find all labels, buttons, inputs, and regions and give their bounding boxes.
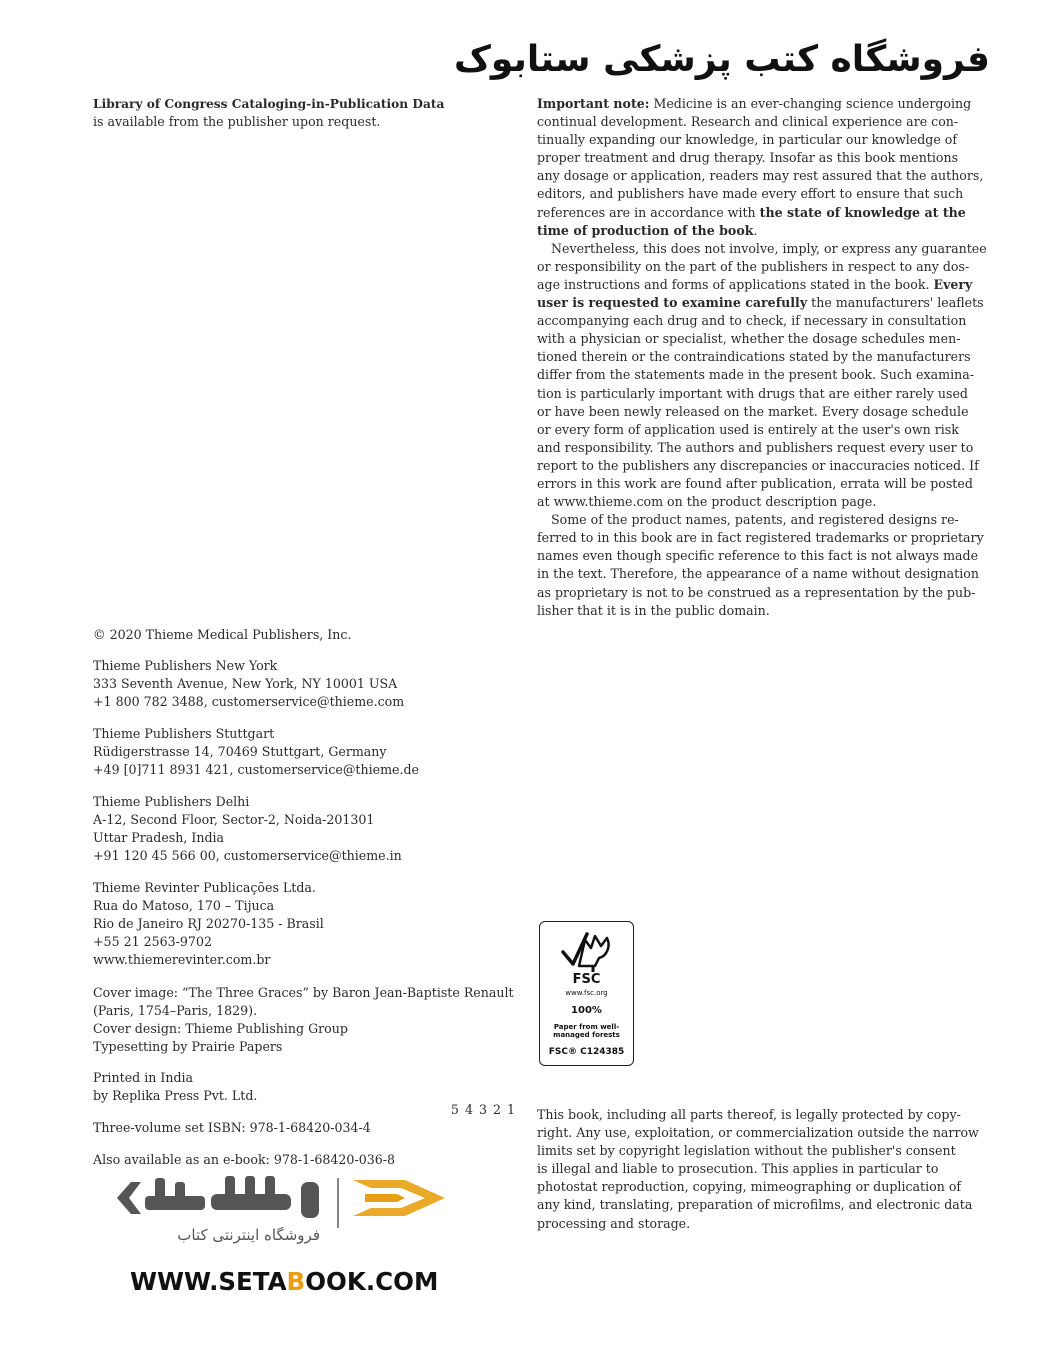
note-line: age instructions and forms of applications stated in the book. Every	[537, 276, 973, 292]
note-line: report to the publishers any discrepancies or inaccuracies noticed. If	[537, 457, 979, 473]
cip-block	[93, 95, 513, 131]
cip-title: Library of Congress Cataloging-in-Publication Data	[93, 97, 445, 111]
address-line: Thieme Publishers Delhi	[93, 794, 250, 809]
address-line: Thieme Publishers Stuttgart	[93, 726, 275, 741]
note-label: Important note:	[537, 96, 650, 111]
setabook-logo-icon	[115, 1168, 450, 1228]
fsc-site: www.fsc.org	[565, 989, 608, 997]
fsc-code: FSC® C124385	[548, 1047, 625, 1057]
note-line: or have been newly released on the market. Every dosage schedule	[537, 403, 969, 419]
address-line: +55 21 2563-9702	[93, 934, 212, 950]
note-line: proper treatment and drug therapy. Insofar as this book mentions	[537, 150, 959, 166]
note-line: lisher that it is in the public domain.	[537, 602, 770, 618]
note-line: Nevertheless, this does not involve, imply, or express any guarantee	[551, 240, 987, 256]
fsc-label	[539, 921, 634, 1066]
cip-text: is available from the publisher upon request.	[93, 114, 381, 130]
important-note	[537, 95, 987, 620]
legal-line: right. Any use, exploitation, or commercialization outside the narrow	[537, 1125, 979, 1141]
note-line: names even though specific reference to this fact is not always made	[537, 548, 979, 564]
cover-line: Typesetting by Prairie Papers	[93, 1039, 283, 1055]
note-line: or every form of application used is entirely at the user's own risk	[537, 421, 959, 437]
note-line: tion is particularly important with drugs that are either rarely used	[537, 385, 968, 401]
note-line: accompanying each drug and to check, if necessary in consultation	[537, 313, 967, 329]
legal-line: This book, including all parts thereof, is legally protected by copy-	[537, 1107, 961, 1122]
address-brazil	[93, 879, 513, 969]
address-line: 333 Seventh Avenue, New York, NY 10001 USA	[93, 676, 398, 692]
note-line: with a physician or specialist, whether the dosage schedules men-	[537, 331, 961, 347]
fsc-source: Paper from well-managed forests	[553, 1023, 620, 1039]
note-line: as proprietary is not to be construed as a representation by the pub-	[537, 584, 976, 600]
legal-notice	[537, 1106, 979, 1233]
fsc-name: FSC	[572, 972, 601, 987]
note-line: continual development. Research and clinical experience are con-	[537, 114, 959, 130]
legal-line: limits set by copyright legislation without the publisher's consent	[537, 1143, 956, 1159]
note-line: at www.thieme.com on the product description page.	[537, 494, 877, 510]
address-line: +91 120 45 566 00, customerservice@thieme.in	[93, 848, 402, 864]
printed-info	[93, 1069, 513, 1105]
note-line: ferred to in this book are in fact registered trademarks or proprietary	[537, 530, 984, 546]
legal-line: any kind, translating, preparation of microfilms, and electronic data	[537, 1197, 973, 1213]
address-line: www.thiemerevinter.com.br	[93, 952, 271, 968]
ebook-isbn: Also available as an e-book: 978-1-68420-036-8	[93, 1152, 396, 1167]
note-line: any dosage or application, readers may rest assured that the authors,	[537, 168, 984, 184]
note-line: time of production of the book.	[537, 222, 758, 238]
url-part: WWW.SETA	[130, 1267, 287, 1296]
print-run: 5 4 3 2 1	[450, 1102, 516, 1117]
isbn: Three-volume set ISBN: 978-1-68420-034-4	[93, 1120, 371, 1135]
address-stuttgart	[93, 725, 513, 779]
address-line: Uttar Pradesh, India	[93, 830, 225, 846]
note-line: user is requested to examine carefully the manufacturers' leaflets	[537, 295, 984, 311]
address-delhi	[93, 793, 513, 865]
note-line: and responsibility. The authors and publishers request every user to	[537, 439, 974, 455]
fsc-tree-check-icon	[557, 926, 617, 974]
copyright: © 2020 Thieme Medical Publishers, Inc.	[93, 627, 352, 642]
legal-line: is illegal and liable to prosecution. This applies in particular to	[537, 1161, 939, 1177]
address-new-york	[93, 657, 513, 711]
legal-line: processing and storage.	[537, 1215, 691, 1231]
note-line: in the text. Therefore, the appearance of a name without designation	[537, 566, 979, 582]
url-part: OOK.COM	[305, 1267, 439, 1296]
legal-line: photostat reproduction, copying, mimeographing or duplication of	[537, 1179, 962, 1195]
cover-line: (Paris, 1754–Paris, 1829).	[93, 1003, 258, 1019]
note-line: Some of the product names, patents, and registered designs re-	[551, 512, 959, 528]
note-line: tinually expanding our knowledge, in particular our knowledge of	[537, 132, 958, 148]
address-line: Thieme Revinter Publicações Ltda.	[93, 880, 316, 895]
note-line: errors in this work are found after publication, errata will be posted	[537, 475, 973, 491]
url-accent: B	[286, 1267, 306, 1296]
setabook-url[interactable]	[130, 1266, 460, 1298]
note-line: or responsibility on the part of the publishers in respect to any dos-	[537, 258, 970, 274]
fsc-percent: 100%	[571, 1005, 602, 1016]
address-line: A-12, Second Floor, Sector-2, Noida-201301	[93, 812, 375, 828]
note-line: tioned therein or the contraindications stated by the manufacturers	[537, 349, 971, 365]
address-line: Rua do Matoso, 170 – Tijuca	[93, 898, 275, 914]
cover-line: Cover design: Thieme Publishing Group	[93, 1021, 348, 1037]
address-line: Rüdigerstrasse 14, 70469 Stuttgart, Germany	[93, 744, 387, 760]
note-line: references are in accordance with the state of knowledge at the	[537, 204, 966, 220]
address-line: +1 800 782 3488, customerservice@thieme.com	[93, 694, 405, 710]
setabook-subtitle: فروشگاه اینترنتی کتاب	[177, 1226, 320, 1244]
address-line: +49 [0]711 8931 421, customerservice@thieme.de	[93, 762, 419, 778]
banner-title: فروشگاه کتب پزشکی ستابوک	[453, 39, 990, 80]
note-line: Important note: Medicine is an ever-changing science undergoing	[537, 96, 972, 111]
cover-line: Cover image: “The Three Graces” by Baron Jean-Baptiste Renault	[93, 985, 514, 1000]
address-line: Thieme Publishers New York	[93, 658, 278, 673]
cover-credits	[93, 984, 513, 1056]
printed-line: Printed in India	[93, 1070, 194, 1085]
printed-line: by Replika Press Pvt. Ltd.	[93, 1088, 258, 1104]
note-line: differ from the statements made in the present book. Such examina-	[537, 367, 974, 383]
note-line: editors, and publishers have made every effort to ensure that such	[537, 186, 964, 202]
address-line: Rio de Janeiro RJ 20270-135 - Brasil	[93, 916, 324, 932]
